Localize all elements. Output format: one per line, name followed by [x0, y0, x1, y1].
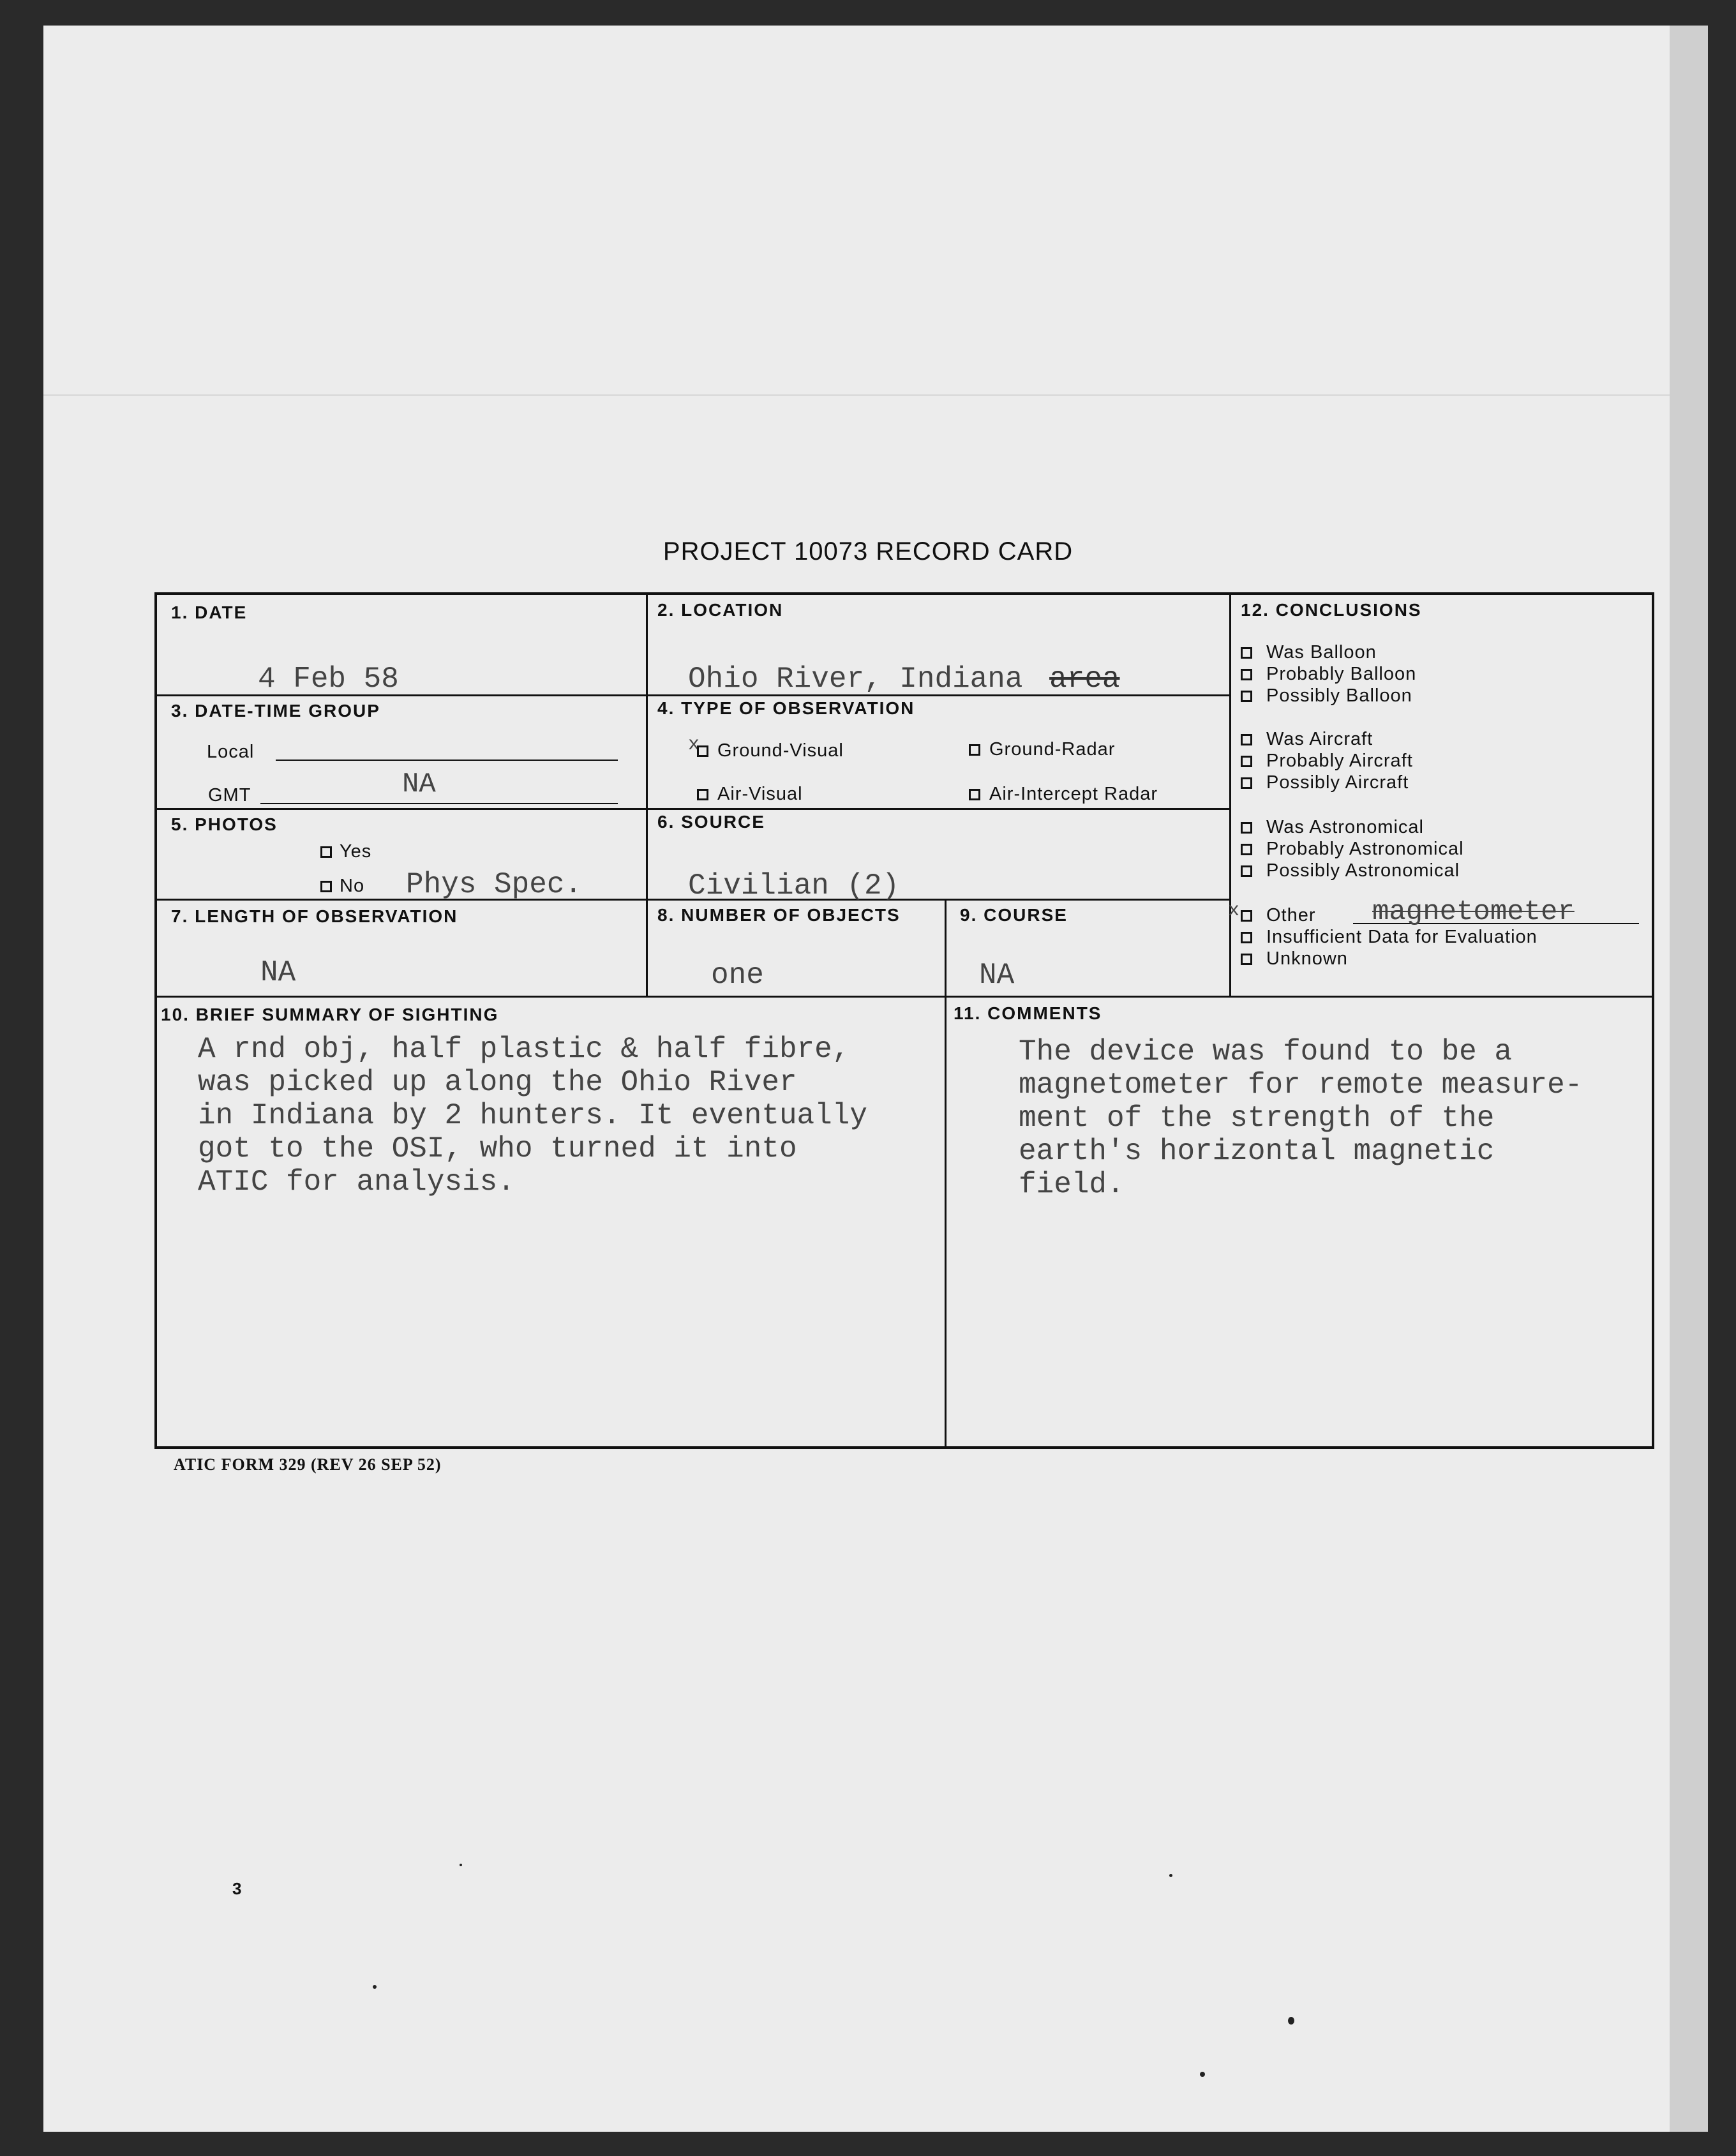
comments-line: The device was found to be a — [1019, 1035, 1512, 1068]
page-number: 3 — [232, 1879, 243, 1898]
photos-note: Phys Spec. — [406, 868, 583, 901]
probably-astronomical-checkbox[interactable] — [1241, 844, 1252, 855]
was-balloon-checkbox[interactable] — [1241, 647, 1252, 659]
location-label: 2. LOCATION — [657, 600, 784, 620]
summary-line: in Indiana by 2 hunters. It eventually — [198, 1099, 867, 1132]
possibly-astronomical-checkbox[interactable] — [1241, 865, 1252, 877]
row-divider-2 — [156, 808, 1231, 810]
dust-speck — [373, 1985, 377, 1989]
card-title: PROJECT 10073 RECORD CARD — [662, 537, 1074, 565]
conclusion-probably-balloon[interactable]: Probably Balloon — [1241, 664, 1416, 685]
comments-label: 11. COMMENTS — [954, 1003, 1102, 1023]
course-label: 9. COURSE — [960, 905, 1068, 925]
row-divider-4 — [156, 996, 1653, 998]
conclusions-label: 12. CONCLUSIONS — [1241, 600, 1422, 620]
air-intercept-radar-checkbox[interactable] — [969, 789, 980, 800]
col-divider-3 — [945, 899, 947, 1446]
probably-aircraft-checkbox[interactable] — [1241, 756, 1252, 767]
location-struck-text: area — [1049, 663, 1120, 696]
course-value: NA — [979, 959, 1015, 992]
length-of-observation-label: 7. LENGTH OF OBSERVATION — [171, 906, 458, 926]
date-label: 1. DATE — [171, 603, 248, 622]
option-air-visual[interactable] — [697, 784, 803, 805]
gmt-label: GMT — [208, 785, 251, 805]
photos-no-label: No — [340, 876, 365, 896]
conclusion-other[interactable]: Other — [1241, 905, 1316, 926]
photos-yes-option[interactable] — [320, 841, 371, 862]
date-time-group-label: 3. DATE-TIME GROUP — [171, 701, 380, 721]
comments-text — [1019, 1035, 1582, 1201]
option-ground-radar[interactable] — [969, 739, 1115, 760]
ground-visual-checkbox[interactable] — [697, 745, 708, 757]
location-text: Ohio River, Indiana — [688, 663, 1023, 696]
form-number: ATIC FORM 329 (REV 26 SEP 52) — [174, 1455, 442, 1474]
ground-radar-checkbox[interactable] — [969, 744, 980, 756]
dust-speck — [460, 1864, 462, 1866]
insufficient-data-checkbox[interactable] — [1241, 932, 1252, 943]
type-of-observation-label: 4. TYPE OF OBSERVATION — [657, 698, 915, 718]
summary-label: 10. BRIEF SUMMARY OF SIGHTING — [161, 1005, 499, 1024]
air-visual-checkbox[interactable] — [697, 789, 708, 800]
conclusion-was-aircraft[interactable]: Was Aircraft — [1241, 729, 1373, 750]
photos-label: 5. PHOTOS — [171, 814, 278, 834]
option-ground-visual[interactable] — [697, 740, 844, 761]
location-value — [688, 663, 1120, 696]
conclusion-was-balloon[interactable]: Was Balloon — [1241, 642, 1377, 663]
photos-no-option[interactable] — [320, 876, 364, 897]
summary-text — [198, 1033, 867, 1199]
summary-line: A rnd obj, half plastic & half fibre, — [198, 1033, 850, 1066]
col-divider-2 — [1229, 594, 1231, 997]
gmt-underline — [260, 803, 618, 804]
dust-speck — [1169, 1874, 1172, 1877]
was-astronomical-checkbox[interactable] — [1241, 822, 1252, 834]
comments-line: field. — [1019, 1168, 1125, 1201]
source-label: 6. SOURCE — [657, 812, 765, 832]
probably-balloon-checkbox[interactable] — [1241, 669, 1252, 680]
dust-speck — [1200, 2072, 1205, 2077]
photos-yes-label: Yes — [340, 841, 372, 862]
comments-line: ment of the strength of the — [1019, 1102, 1495, 1135]
length-of-observation-value: NA — [260, 956, 296, 989]
unknown-checkbox[interactable] — [1241, 954, 1252, 965]
conclusion-was-astronomical[interactable]: Was Astronomical — [1241, 817, 1424, 838]
other-checkbox[interactable] — [1241, 910, 1252, 922]
local-label: Local — [207, 742, 255, 762]
air-intercept-radar-label: Air-Intercept Radar — [989, 784, 1158, 804]
photos-no-checkbox[interactable] — [320, 881, 332, 892]
option-air-intercept-radar[interactable] — [969, 784, 1158, 805]
photos-yes-checkbox[interactable] — [320, 846, 332, 858]
air-visual-label: Air-Visual — [717, 784, 803, 804]
was-aircraft-checkbox[interactable] — [1241, 734, 1252, 745]
ground-radar-label: Ground-Radar — [989, 739, 1116, 760]
gmt-value: NA — [402, 768, 436, 800]
number-of-objects-value: one — [711, 959, 764, 992]
ground-visual-label: Ground-Visual — [717, 740, 844, 761]
summary-line: was picked up along the Ohio River — [198, 1066, 797, 1099]
conclusion-insufficient-data[interactable]: Insufficient Data for Evaluation — [1241, 927, 1538, 948]
conclusion-possibly-aircraft[interactable]: Possibly Aircraft — [1241, 772, 1409, 793]
comments-line: earth's horizontal magnetic — [1019, 1135, 1495, 1168]
conclusion-probably-aircraft[interactable]: Probably Aircraft — [1241, 751, 1413, 772]
fold-line — [43, 394, 1670, 396]
summary-line: ATIC for analysis. — [198, 1165, 515, 1199]
adjacent-page-edge — [1670, 26, 1708, 2132]
number-of-objects-label: 8. NUMBER OF OBJECTS — [657, 905, 901, 925]
source-value: Civilian (2) — [688, 869, 900, 902]
date-value: 4 Feb 58 — [258, 663, 399, 696]
dust-speck — [1288, 2017, 1294, 2025]
conclusion-possibly-balloon[interactable]: Possibly Balloon — [1241, 685, 1412, 707]
other-check-mark: x — [1228, 900, 1240, 922]
comments-line: magnetometer for remote measure- — [1019, 1068, 1583, 1102]
ground-visual-check-mark: x — [688, 734, 700, 756]
possibly-aircraft-checkbox[interactable] — [1241, 777, 1252, 789]
summary-line: got to the OSI, who turned it into — [198, 1132, 797, 1165]
col-divider-1 — [646, 594, 648, 996]
conclusion-unknown[interactable]: Unknown — [1241, 948, 1348, 969]
conclusion-possibly-astronomical[interactable]: Possibly Astronomical — [1241, 860, 1460, 881]
conclusion-probably-astronomical[interactable]: Probably Astronomical — [1241, 839, 1464, 860]
local-underline — [276, 760, 618, 761]
other-value: magnetometer — [1372, 896, 1575, 928]
possibly-balloon-checkbox[interactable] — [1241, 691, 1252, 702]
